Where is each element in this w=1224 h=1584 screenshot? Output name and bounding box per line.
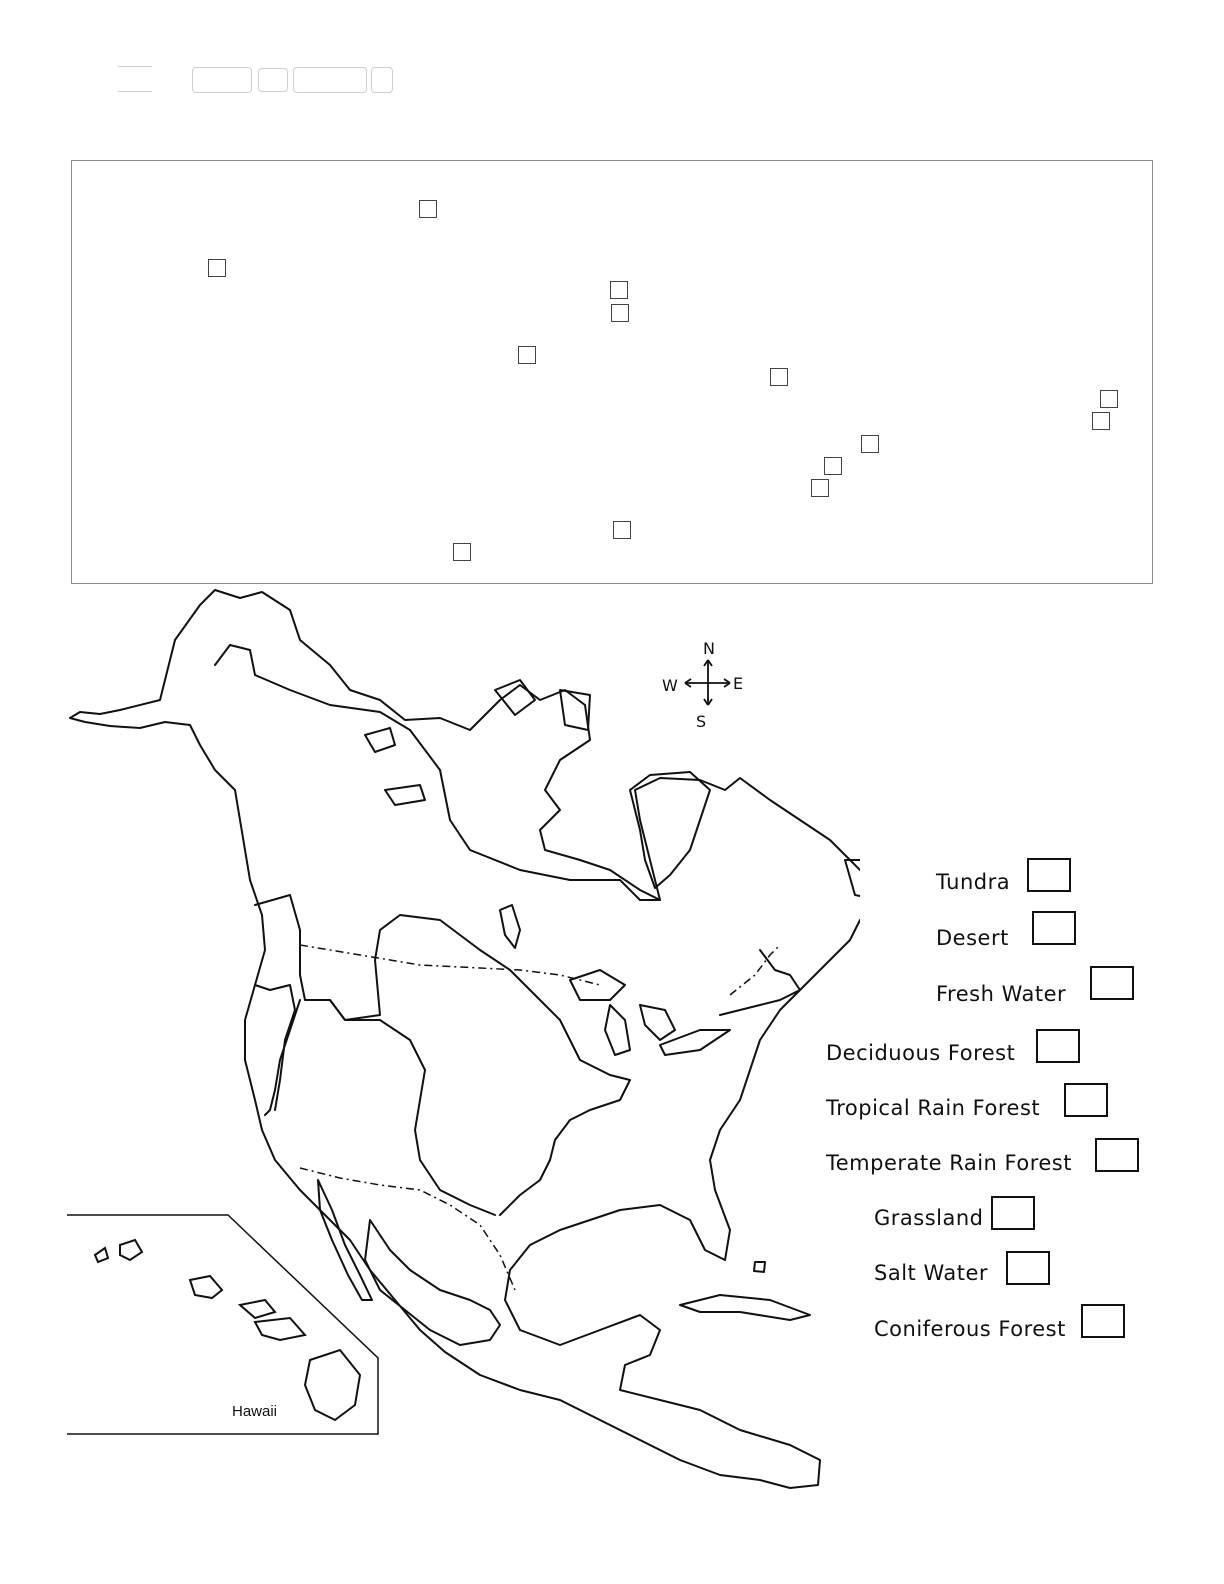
legend-label-desert: Desert [936,926,1009,950]
answer-checkbox[interactable] [1100,390,1118,408]
hawaii-island [255,1318,305,1340]
legend-label-grassland: Grassland [874,1206,984,1230]
canada-east-border [730,945,780,995]
compass-w: W [662,676,678,695]
header-field-3[interactable] [293,67,367,93]
cuba [680,1295,810,1320]
arctic-island [495,680,535,715]
compass-s: S [696,712,707,731]
hawaii-label: Hawaii [232,1403,278,1420]
legend-box-deciduous-forest[interactable] [1036,1029,1080,1063]
answer-checkbox[interactable] [824,457,842,475]
hawaii-inset-frame [67,1215,378,1434]
legend-label-fresh-water: Fresh Water [936,982,1067,1006]
compass-rose [685,660,730,705]
legend-box-fresh-water[interactable] [1090,966,1134,1000]
legend-box-coniferous-forest[interactable] [1081,1304,1125,1338]
newfoundland [845,860,860,900]
header-field-1[interactable] [192,67,252,93]
legend-label-tropical-rain-forest: Tropical Rain Forest [826,1096,1041,1120]
legend-label-coniferous-forest: Coniferous Forest [874,1317,1066,1341]
arctic-island [385,785,425,805]
answer-checkbox[interactable] [453,543,471,561]
header-field-2[interactable] [258,68,288,92]
answer-checkbox[interactable] [208,259,226,277]
baja-peninsula [318,1180,372,1300]
us-canada-border [300,945,600,985]
answer-checkbox[interactable] [770,368,788,386]
legend-box-grassland[interactable] [991,1196,1035,1230]
compass-n: N [703,639,715,658]
legend-label-temperate-rain-forest: Temperate Rain Forest [826,1151,1072,1175]
legend-label-tundra: Tundra [936,870,1011,894]
legend-box-salt-water[interactable] [1006,1251,1050,1285]
hawaii-island [190,1276,222,1298]
biome-boundary-desert [330,1000,495,1215]
us-mexico-border [300,1168,515,1290]
legend-label-deciduous-forest: Deciduous Forest [826,1041,1016,1065]
lake [500,905,520,948]
biome-boundary-east [720,950,800,1015]
header-name-line-top [118,66,152,67]
answer-checkbox[interactable] [811,479,829,497]
answer-checkbox[interactable] [861,435,879,453]
legend-box-tundra[interactable] [1027,858,1071,892]
biome-boundary-tundra [215,645,660,900]
answer-checkbox[interactable] [1092,412,1110,430]
legend-box-desert[interactable] [1032,911,1076,945]
answer-checkbox[interactable] [419,200,437,218]
biome-boundary-forest [255,895,630,1215]
answer-checkbox[interactable] [610,281,628,299]
legend-label-salt-water: Salt Water [874,1261,989,1285]
great-lakes [605,1005,630,1055]
hawaii-island [240,1300,275,1318]
hawaii-island [95,1248,108,1262]
biome-boundary-mexico [365,1220,500,1345]
legend-box-tropical-rain-forest[interactable] [1064,1083,1108,1117]
great-lakes [640,1005,675,1040]
continent-outline [70,590,860,1488]
island [754,1262,765,1272]
hawaii-inset [67,1215,378,1434]
answer-checkbox[interactable] [613,521,631,539]
north-america-map [60,580,860,1500]
header-field-4[interactable] [371,67,393,93]
compass-e: E [733,674,744,693]
header-name-line-bottom [118,91,152,92]
arctic-island [365,728,395,752]
answer-checkbox[interactable] [518,346,536,364]
hawaii-island [120,1240,142,1260]
answer-checkbox[interactable] [611,304,629,322]
legend-box-temperate-rain-forest[interactable] [1095,1138,1139,1172]
hawaii-island [305,1350,360,1420]
answer-panel [71,160,1153,584]
